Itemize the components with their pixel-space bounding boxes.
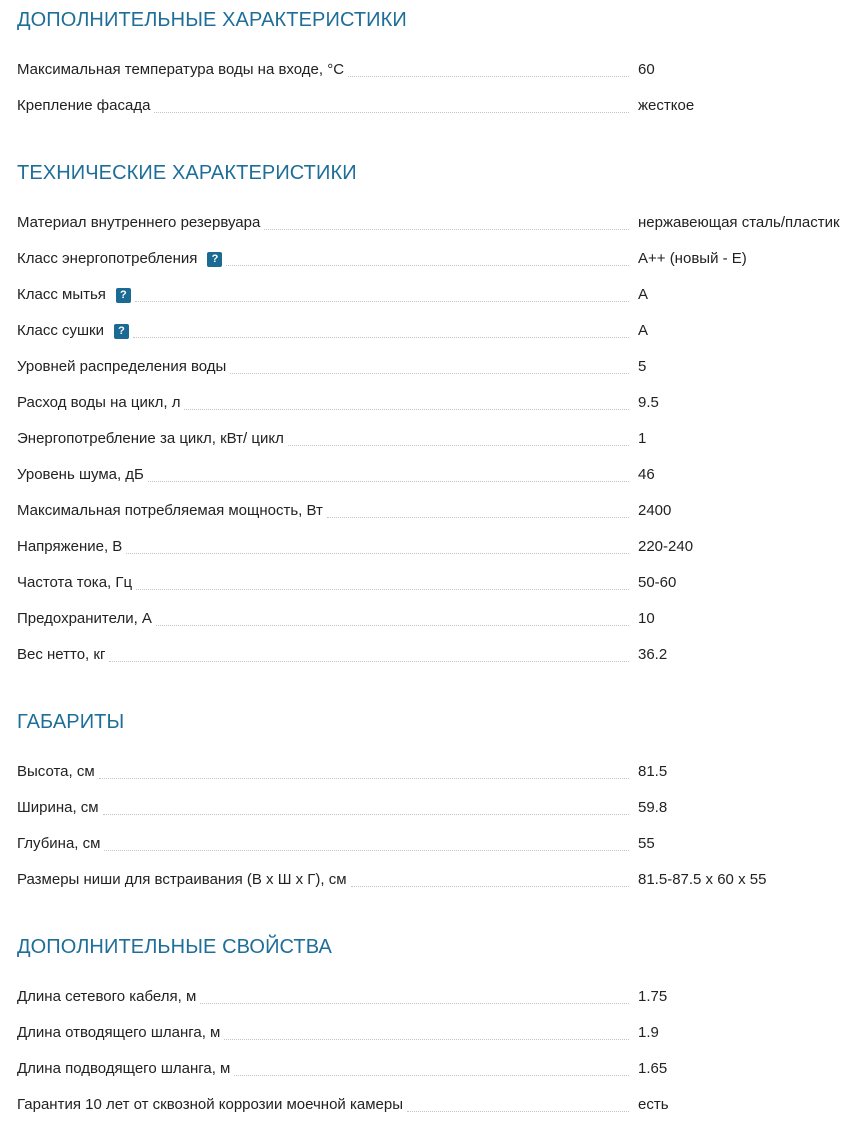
spec-row-depth (17, 832, 857, 856)
spec-label (17, 283, 135, 307)
dotted-leader (200, 1003, 629, 1004)
spec-value: 2400 (638, 502, 672, 519)
spec-row-drying-class (17, 319, 857, 343)
spec-row-height (17, 760, 857, 784)
spec-row-water-levels (17, 355, 857, 379)
spec-label: Частота тока, Гц (17, 571, 136, 595)
help-icon[interactable]: ? (207, 252, 222, 267)
dotted-leader (103, 814, 629, 815)
section-title: ДОПОЛНИТЕЛЬНЫЕ ХАРАКТЕРИСТИКИ (17, 9, 407, 31)
spec-value: 60 (638, 61, 655, 78)
dotted-leader (135, 301, 629, 302)
spec-label: Длина отводящего шланга, м (17, 1021, 224, 1045)
section-title: ГАБАРИТЫ (17, 711, 125, 733)
spec-value: 59.8 (638, 799, 668, 816)
spec-row-facade-mount (17, 94, 857, 118)
spec-value: 9.5 (638, 394, 659, 411)
spec-value: 55 (638, 835, 655, 852)
dotted-leader (234, 1075, 629, 1076)
spec-label: Энергопотребление за цикл, кВт/ цикл (17, 427, 288, 451)
spec-row-energy-per-cycle (17, 427, 857, 451)
spec-row-width (17, 796, 857, 820)
section-additional-properties (17, 935, 857, 959)
spec-value: 81.5-87.5 x 60 x 55 (638, 871, 767, 888)
spec-label-text: Класс сушки (17, 322, 104, 339)
spec-label: Длина подводящего шланга, м (17, 1057, 234, 1081)
spec-row-water-per-cycle (17, 391, 857, 415)
spec-label: Уровень шума, дБ (17, 463, 148, 487)
spec-value: 50-60 (638, 574, 677, 591)
spec-label (17, 319, 133, 343)
spec-row-energy-class (17, 247, 857, 271)
dotted-leader (327, 517, 629, 518)
spec-value: 1 (638, 430, 647, 447)
dotted-leader (230, 373, 629, 374)
spec-label: Крепление фасада (17, 94, 154, 118)
dotted-leader (104, 850, 629, 851)
spec-row-warranty (17, 1093, 857, 1117)
section-title: ДОПОЛНИТЕЛЬНЫЕ СВОЙСТВА (17, 936, 332, 958)
spec-label: Глубина, см (17, 832, 104, 856)
spec-label: Предохранители, А (17, 607, 156, 631)
spec-label: Максимальная температура воды на входе, °C (17, 58, 348, 82)
spec-value: 1.65 (638, 1060, 668, 1077)
spec-label-text: Класс энергопотребления (17, 250, 198, 267)
dotted-leader (133, 337, 629, 338)
spec-label (17, 247, 226, 271)
help-icon[interactable]: ? (116, 288, 131, 303)
dotted-leader (154, 112, 629, 113)
dotted-leader (407, 1111, 629, 1112)
spec-row-fuses (17, 607, 857, 631)
section-technical-characteristics (17, 161, 857, 185)
spec-label: Ширина, см (17, 796, 103, 820)
spec-label: Расход воды на цикл, л (17, 391, 184, 415)
section-title: ТЕХНИЧЕСКИЕ ХАРАКТЕРИСТИКИ (17, 162, 357, 184)
section-additional-characteristics (17, 8, 857, 32)
spec-label: Гарантия 10 лет от сквозной коррозии моечной камеры (17, 1093, 407, 1117)
spec-label: Длина сетевого кабеля, м (17, 985, 200, 1009)
spec-value: 81.5 (638, 763, 668, 780)
dotted-leader (288, 445, 629, 446)
spec-row-inlet-hose (17, 1057, 857, 1081)
spec-label: Напряжение, В (17, 535, 126, 559)
spec-value: 220-240 (638, 538, 694, 555)
spec-value: A (638, 322, 649, 339)
spec-value: A (638, 286, 649, 303)
spec-row-max-water-temp (17, 58, 857, 82)
dotted-leader (226, 265, 629, 266)
dotted-leader (99, 778, 629, 779)
spec-row-net-weight (17, 643, 857, 667)
spec-value: 1.9 (638, 1024, 659, 1041)
spec-label: Материал внутреннего резервуара (17, 211, 264, 235)
spec-value: 46 (638, 466, 655, 483)
spec-value: есть (638, 1096, 669, 1113)
spec-row-voltage (17, 535, 857, 559)
dotted-leader (156, 625, 629, 626)
spec-row-cable-length (17, 985, 857, 1009)
dotted-leader (264, 229, 629, 230)
spec-row-washing-class (17, 283, 857, 307)
spec-label: Вес нетто, кг (17, 643, 109, 667)
dotted-leader (351, 886, 629, 887)
spec-label: Уровней распределения воды (17, 355, 230, 379)
dotted-leader (136, 589, 629, 590)
spec-value: 36.2 (638, 646, 668, 663)
spec-row-drain-hose (17, 1021, 857, 1045)
spec-value: нержавеющая сталь/пластик (638, 214, 840, 231)
spec-value: жесткое (638, 97, 695, 114)
help-icon[interactable]: ? (114, 324, 129, 339)
spec-row-noise-level (17, 463, 857, 487)
spec-label-text: Класс мытья (17, 286, 106, 303)
dotted-leader (148, 481, 629, 482)
section-dimensions (17, 710, 857, 734)
spec-value: 1.75 (638, 988, 668, 1005)
spec-label: Максимальная потребляемая мощность, Вт (17, 499, 327, 523)
spec-row-max-power (17, 499, 857, 523)
dotted-leader (109, 661, 629, 662)
dotted-leader (184, 409, 629, 410)
spec-value: A++ (новый - E) (638, 250, 747, 267)
dotted-leader (224, 1039, 629, 1040)
spec-value: 10 (638, 610, 655, 627)
spec-value: 5 (638, 358, 647, 375)
spec-label: Размеры ниши для встраивания (В х Ш х Г), см (17, 868, 351, 892)
spec-row-niche-size (17, 868, 857, 892)
spec-label: Высота, см (17, 760, 99, 784)
spec-row-tank-material (17, 211, 857, 235)
dotted-leader (348, 76, 629, 77)
spec-row-frequency (17, 571, 857, 595)
dotted-leader (126, 553, 629, 554)
